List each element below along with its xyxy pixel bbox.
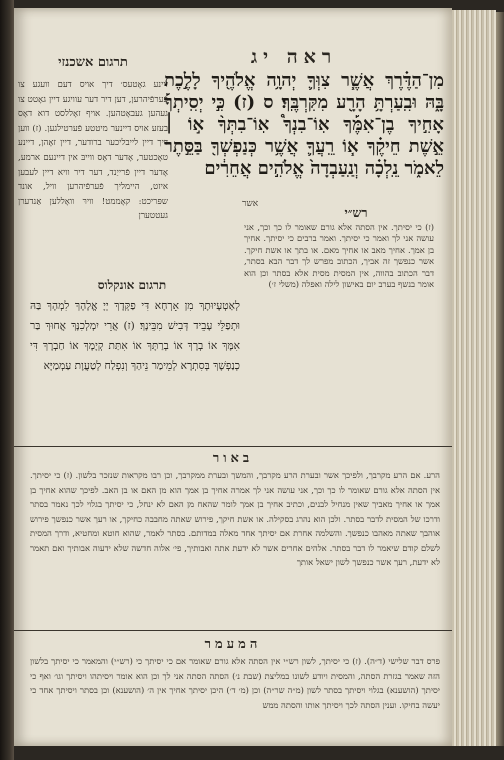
biur-heading: באור [212,451,254,466]
page-edges-right [452,10,496,746]
section-divider-biur [14,446,452,447]
onkelos-heading: תרגום אונקלוס [97,278,167,292]
book-spine-left [0,0,14,760]
meamar-heading: המעמר [204,637,262,652]
rashi-commentary-text: (ז) כי יסיתך. אין הסתה אלא גורם שאומר לו כך וכך, אני עושה אני לך ואמר כי יסיתך. ואמר ברבים כי יסיתך. אחיך בן אמך. אחיך מאב או אחיך מאם. או בתך או אשת חיקך. אשר כנפשך זה אביך, הכתוב מפרש לך דבר הבא בסתר, דבר הכתוב בהווה, אין המסית מסית אלא בסתר וכן הוא אומר בנשף בערב יום באישון לילה ואפלה (משלי ז׳) [244,222,434,290]
catchword: אשר [242,199,259,209]
targum-ashkenazi-text: זיינע גאָטעס׳ דיך אויס דעם וועגע צו פֿערפֿיהרען, דען דיר דער עוויגע דיין גאָטט צו געהען געבאָטהען. אויף זאָללסט דוא דאָס בעזע אויס דיינער מיטטע פֿערטילגען. (ז) ווען דיך דיין לייבליכער ברודער, דיין זאָהן, דיינע טאָכטער, אָדער דאָס ווייבּ אין דיינעם ארמע, אָדער דיין פֿרייַנד, דער דיר וויא דיין לעבען איזט, היימליך פֿערפֿיהרען וויל, אונד שפּריכט: קאָממט! ווירּ וואָללען אַנדערן געטטערן [18,80,168,222]
targum-ashkenazi-heading: תרגום אשכנזי [58,55,128,70]
section-divider-meamar [14,630,452,631]
torah-verse-text: מִן־הַדֶּ֗רֶךְ אֲשֶׁ֧ר צִוְּךָ֛ יְהוָ֥ה אֱלֹהֶ֖יךָ לָלֶ֣כֶת בָּ֑הּ וּבִֽעַרְתָּ֥ הָרָ֖ע מִקִּרְבֶּֽךָ׃ ס (ז) כִּ֣י יְסִֽיתְךָ֡ אָחִ֣יךָ בֶן־אִמֶּ֡ךָ אֽוֹ־בִנְךָ֩ אֽוֹ־בִתְּךָ֨ א֣וֹ ׀ אֵ֣שֶׁת חֵיקֶ֗ךָ א֧וֹ רֵֽעֲךָ֛ אֲשֶׁ֥ר כְּנַפְשְׁךָ֖ בַּסֵּ֣תֶר לֵאמֹ֑ר נֵֽלְכָ֗ה וְנַֽעַבְדָה֙ אֱלֹהִ֣ים אֲחֵרִ֔ים [164,70,444,179]
book-page [14,8,452,746]
rashi-heading: רש״י [344,205,368,220]
onkelos-text: לְאַטְעָיוּתָךְ מִן אָרְחָא דִּי פַקְּדָךְ יְיָ אֱלָהָךְ לִמְהָךְ בַּהּ וּתְפַלֵּי עָבֵיד דְּבִישׁ מִבֵּינָךְ׃ (ז) אֲרֵי יִמְלְכִנָּךְ אֲחוּךְ בַּר אִמָּךְ אוֹ בְרָךְ אוֹ בְרַתָּךְ אוֹ אִתַּת קְיָמָךְ אוֹ חַבְרָךְ דִּי כְנַפְשָׁךְ בְּסִתְרָא לְמֵימַר נֵיהַךְ וְנִפְלַח לְטַעֲוָת עַמְמַיָּא [30,300,240,372]
meamar-commentary-text: פרס דבר שלישי (ד״ה). (ז) כי יסיתך, לשון רש״י אין הסתה אלא גורם שאומר אם כי יסיתך כי (רש״י) והמאמר כי יסיתך בלשון הזה שאמר בגזרת הסתה, והמסית ויודע לשונו במליצת (שבת נ׳) הסתה הסתה אני לך וכן הוא אומר ויסיתהו ויסיתך וגו׳ ואף כי יסיתך (הושענא) בגלוי ויסיתך בסתר לשון (מ״ה שר״ה) וכן (מ׳ ד׳) היכן יסיתך אחיך אין ה׳ (הושענא) וכן בסתר ויסיתך אחד כי יעשה בחיקו. וענין הסתה לכך ויסיתך אותו והסתה ממש [30,656,440,710]
parasha-label: ראה יג [250,46,338,68]
biur-commentary-text: הרע. אם הרע מקרבך, ולפיכך אשר ובערת הרע מקרבך, והמשך ובערת ממקרבך, וכן רבו מקראות שנזכר בלשון. (ז) כי יסיתך. אין הסתה אלא גורם שאומר לו כך וכך, אני עושה אני לך אמרה אחיך בן אמך הוא מן האם או בן האב. לפיכך שהוא אחיך בן אמך או אחיך מאביך שאין מנחיל לבנים, וכתיב אחיך בן אמך לומר שהאח מן האם לא ינחל, כי יסיתך בגלוי לכך נאמר בסתר ודרכו של המסית לדבר בסתר. ולכן הוא נהרג בסקילה. או אשת חיקך, פירוש שאתה מחבבה כחיקך, או רעך אשר כנפשך פירוש אוהבך שאתה מאהבו כנפשך. והשלמה אחרת אם יסיתך אחד מאלה במדותם. בסתר לאמר, שהוא חוטא ומחטיא, ודרך המסית לשלם קודם שיאמר לו דבר בסתר. אלהים אחרים אשר לא ידעת אתה ואבותיך, פי׳ אלוה חדשה שלא ידעוה אבותיך ואם תאמר לא ידעת, רעך אשר כנפשך לשון ישאל אותך [30,470,440,567]
book-cover-edge [496,12,504,746]
